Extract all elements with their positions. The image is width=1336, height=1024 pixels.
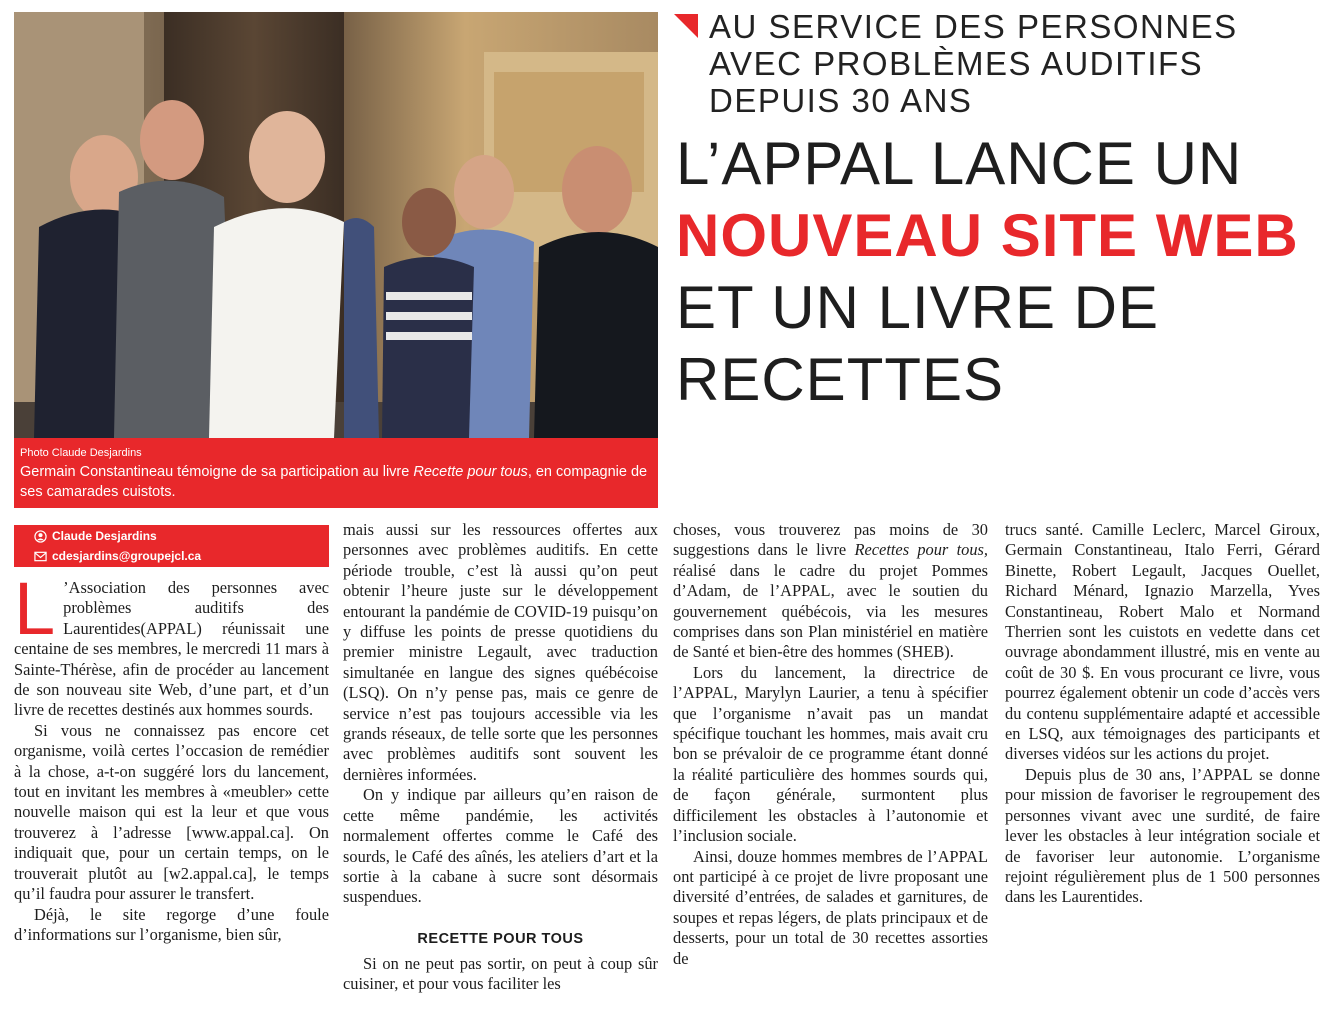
article-paragraph: trucs santé. Camille Leclerc, Marcel Giroux, Germain Constantineau, Italo Ferri, Gérard Binette, Robert Legault, Jacques Ouellet, Richard Ménard, Ignazio Marzella, Yves Constantineau, Robert Malo et Normand Therrien sont les cuistots en vedette dans cet ouvrage abondamment illustré, mis en vente au coût de 30 $. En vous procurant ce livre, vous pourrez également obtenir un code d’accès vers du contenu supplémentaire adapté et accessible en LSQ, aux témoignages des participants et diverses vidéos sur les actions du projet. bbox=[1005, 520, 1320, 764]
kicker: AU SERVICE DES PERSONNES AVEC PROBLÈMES AUDITIFS DEPUIS 30 ANS bbox=[709, 8, 1238, 119]
article-paragraph: Si on ne peut pas sortir, on peut à coup sûr cuisiner, et pour vous faciliter les bbox=[343, 953, 658, 994]
paragraph-text: choses, vous trouverez pas moins de 30 suggestions dans le livre bbox=[673, 520, 988, 560]
article-photo bbox=[14, 12, 658, 438]
mail-icon bbox=[34, 550, 47, 563]
article-column-4 bbox=[1005, 520, 1320, 908]
article-column-3 bbox=[673, 520, 988, 969]
caption-text-part: Germain Constantineau témoigne de sa participation au livre bbox=[20, 464, 414, 480]
user-icon bbox=[34, 530, 47, 543]
byline-email[interactable]: cdesjardins@groupejcl.ca bbox=[52, 549, 202, 563]
drop-cap: L bbox=[14, 567, 56, 650]
headline-part: L’APPAL LANCE UN bbox=[676, 130, 1243, 197]
article-column-2 bbox=[343, 520, 658, 995]
caption-book-title: Recette pour tous bbox=[413, 464, 528, 480]
photo-caption-text bbox=[20, 462, 652, 502]
headline-highlight: NOUVEAU SITE WEB bbox=[676, 202, 1299, 269]
paragraph-text: réalisé dans le cadre du projet Pommes d’Adam, de l’APPAL, avec le soutien du gouvernement québécois, via les mesures comprises dans son Plan ministériel en matière de Santé et bien-être des hommes (SHEB). bbox=[673, 560, 988, 662]
article-paragraph: mais aussi sur les ressources offertes aux personnes avec problèmes auditifs. En cette période trouble, c’est là aussi qu’on peut obtenir l’heure juste sur le développement entourant la pandémie de COVID-19 puisqu’on y diffuse les points de presse quotidiens du premier ministre Legault, avec traduction simultanée en langue des signes québécoise (LSQ). On n’y pense pas, mais ce genre de service n’est pas toujours accessible via les grands réseaux, de telle sorte que les personnes avec problèmes auditifs sont souvent les dernières informées. bbox=[343, 520, 658, 784]
book-title: Recettes pour tous, bbox=[854, 540, 989, 560]
caption-text-part: , en compagnie de ses camarades cuistots. bbox=[20, 464, 648, 500]
article-paragraph: Si vous ne connaissez pas encore cet organisme, voilà certes l’occasion de remédier à la chose, a-t-on suggéré lors du lancement, tout en invitant les membres à «meubler» cette nouvelle maison qui est la leur et que vous trouverez à l’adresse [www.appal.ca]. On indiquait que, pour un certain temps, on le trouverait plutôt au [w2.appal.ca], le temps qu’il faudra pour assurer le transfert. bbox=[14, 720, 329, 904]
article-paragraph: Ainsi, douze hommes membres de l’APPAL ont participé à ce projet de livre proposant une diversité d’entrées, de salades et garnitures, de soupes et repas légers, de plats principaux et de desserts, pour un total de 30 recettes assorties de bbox=[673, 846, 988, 968]
byline bbox=[14, 525, 329, 567]
headline-part: ET UN LIVRE DE RECETTES bbox=[676, 274, 1160, 413]
article-column-1 bbox=[14, 567, 329, 945]
photo-credit: Photo Claude Desjardins bbox=[20, 447, 142, 459]
article-paragraph: Lors du lancement, la directrice de l’APPAL, Marylyn Laurier, a tenu à spécifier que l’organisme n’avait pas un mandat spécifique touchant les hommes, mais avait cru bon se prévaloir de ce programme étant donné la réalité particulière des hommes sourds qui, de façon générale, surmontent plus difficilement les obstacles à l’autonomie et l’inclusion sociale. bbox=[673, 662, 988, 846]
article-paragraph bbox=[14, 567, 329, 721]
article-paragraph bbox=[673, 520, 988, 663]
photo-illustration bbox=[14, 12, 658, 438]
headline bbox=[676, 128, 1326, 416]
section-subhead: RECETTE POUR TOUS bbox=[417, 930, 584, 947]
article-paragraph: Depuis plus de 30 ans, l’APPAL se donne pour mission de favoriser le regroupement des personnes vivant avec une surdité, de faire lever les obstacles à leur intégration sociale et de favoriser leur autonomie. L’organisme rejoint régulièrement plus de 1 500 personnes dans les Laurentides. bbox=[1005, 764, 1320, 907]
kicker-triangle-icon bbox=[674, 14, 698, 38]
article-paragraph: Déjà, le site regorge d’une foule d’informations sur l’organisme, bien sûr, bbox=[14, 904, 329, 944]
article-paragraph: On y indique par ailleurs qu’en raison de cette même pandémie, les activités normalement offertes comme le Café des sourds, le Café des aînés, les ateliers d’art et la sortie à la cabane à sucre sont désormais suspendues. bbox=[343, 785, 658, 907]
paragraph-text: ’Association des personnes avec problèmes auditifs des Laurentides(APPAL) réunissait une centaine de ses membres, le mercredi 11 mars à Sainte-Thérèse, afin de procéder au lancement de son nouveau site Web, d’une part, et d’un livre de recettes destinés aux hommes sourds. bbox=[14, 578, 329, 720]
byline-author: Claude Desjardins bbox=[52, 529, 157, 543]
photo-caption bbox=[14, 438, 658, 508]
